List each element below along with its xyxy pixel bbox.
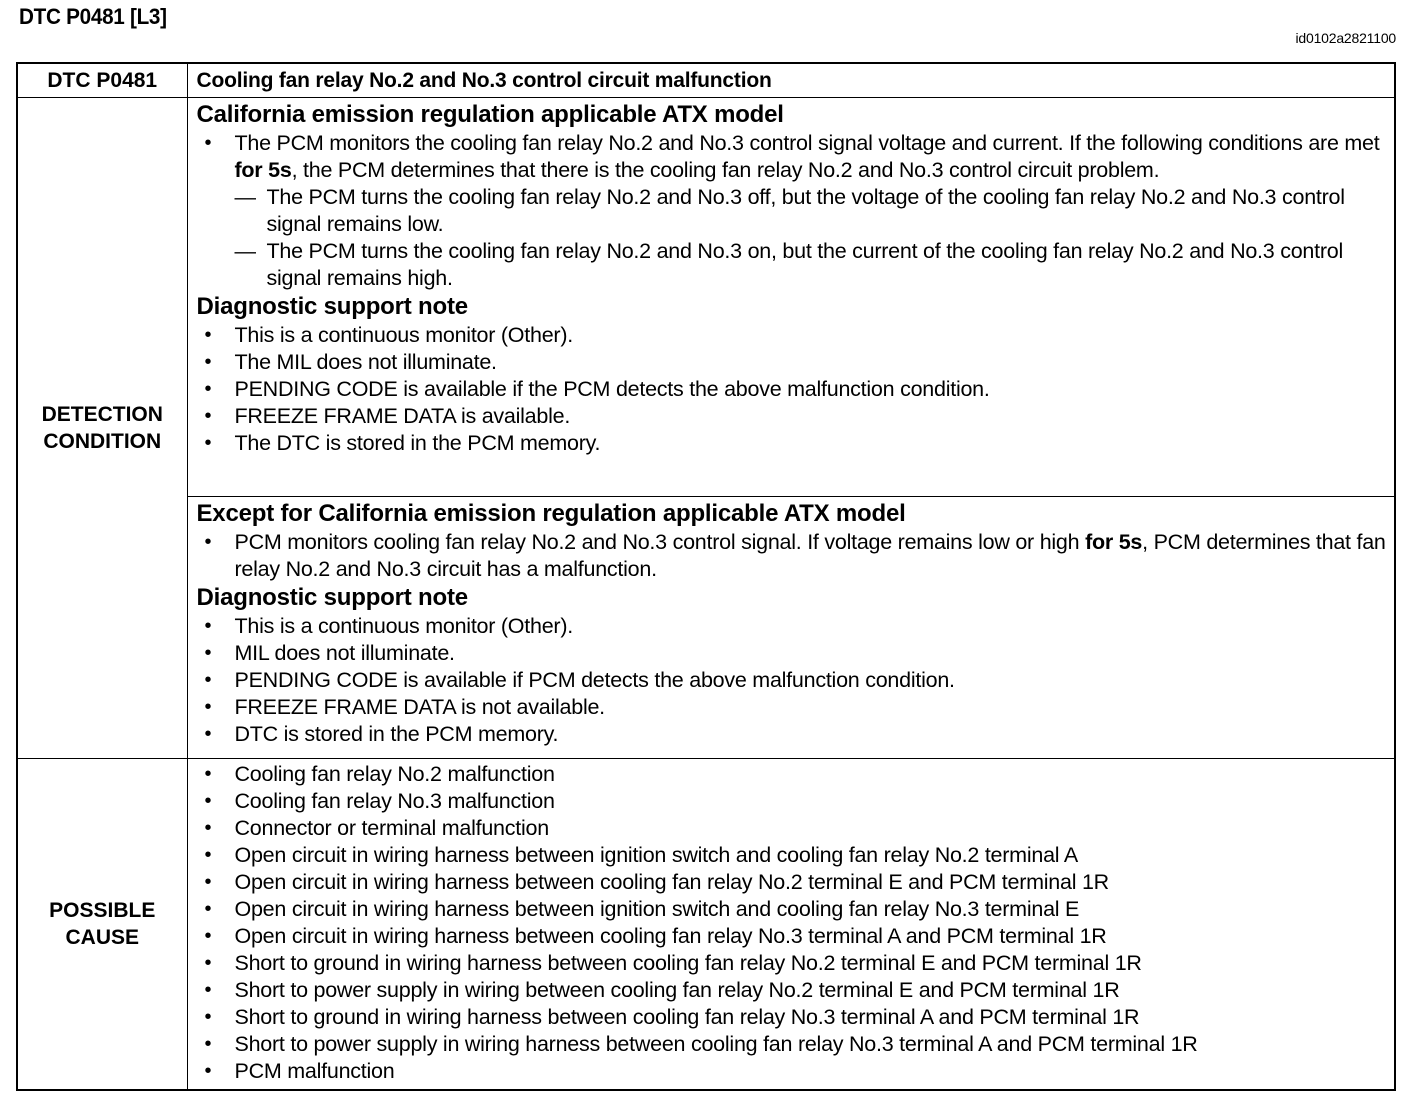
except-california-bullets [197,529,1387,583]
cause-item: • Open circuit in wiring harness between cooling fan relay No.2 terminal E and PCM terminal 1R [197,869,1387,896]
bullet-bold-text: for 5s [234,158,292,182]
california-section [187,98,1395,497]
dash-item: — The PCM turns the cooling fan relay No.2 and No.3 off, but the voltage of the cooling fan relay No.2 and No.3 control signal remains low. [197,184,1387,238]
detection-label-line1: DETECTION [41,403,163,426]
except-california-support-list [197,613,1387,748]
bullet-bold-text: for 5s [1085,530,1143,554]
bullet-text: PCM monitors cooling fan relay No.2 and No.3 control signal. If voltage remains low or high [234,530,1086,554]
cause-item: • Cooling fan relay No.2 malfunction [197,761,1387,788]
cause-item: • PCM malfunction [197,1058,1387,1085]
possible-cause-row [17,759,1395,1091]
california-heading: California emission regulation applicable ATX model [196,101,784,128]
cause-item: • Open circuit in wiring harness between ignition switch and cooling fan relay No.3 terminal E [197,896,1387,923]
possible-cause-list [197,761,1387,1085]
support-item: • FREEZE FRAME DATA is not available. [197,694,1387,721]
cause-item: • Short to ground in wiring harness between cooling fan relay No.3 terminal A and PCM terminal 1R [197,1004,1387,1031]
detection-row-california [17,98,1395,497]
support-item: • The MIL does not illuminate. [197,349,1387,376]
dtc-code-cell: DTC P0481 [17,63,187,98]
document-id: id0102a2821100 [1295,30,1396,46]
detection-condition-label [17,98,187,759]
cause-item: • Connector or terminal malfunction [197,815,1387,842]
california-support-list [197,322,1387,457]
except-california-main-bullet [197,529,1387,583]
cause-item: • Short to power supply in wiring between cooling fan relay No.2 terminal E and PCM terminal 1R [197,977,1387,1004]
page-title: DTC P0481 [L3] [19,4,167,29]
california-dash-list [197,184,1387,292]
support-item: • The DTC is stored in the PCM memory. [197,430,1387,457]
dtc-table [16,62,1396,1091]
except-california-support-heading: Diagnostic support note [196,584,468,611]
support-item: • MIL does not illuminate. [197,640,1387,667]
possible-cause-label [17,759,187,1091]
possible-cause-label-line1: POSSIBLE [49,899,156,922]
support-item: • FREEZE FRAME DATA is available. [197,403,1387,430]
support-item: • This is a continuous monitor (Other). [197,613,1387,640]
except-california-section [187,497,1395,759]
support-item: • DTC is stored in the PCM memory. [197,721,1387,748]
possible-cause-section [187,759,1395,1091]
cause-item: • Open circuit in wiring harness between ignition switch and cooling fan relay No.2 terminal A [197,842,1387,869]
cause-item: • Short to power supply in wiring harness between cooling fan relay No.3 terminal A and PCM terminal 1R [197,1031,1387,1058]
dtc-description-cell: Cooling fan relay No.2 and No.3 control circuit malfunction [187,63,1395,98]
bullet-text: , the PCM determines that there is the cooling fan relay No.2 and No.3 control circuit problem. [291,158,1160,182]
detection-row-except-california [17,497,1395,759]
cause-item: • Short to ground in wiring harness between cooling fan relay No.2 terminal E and PCM terminal 1R [197,950,1387,977]
support-item: • This is a continuous monitor (Other). [197,322,1387,349]
california-main-bullet [197,130,1387,292]
cause-item: • Cooling fan relay No.3 malfunction [197,788,1387,815]
bullet-text: The PCM monitors the cooling fan relay No.2 and No.3 control signal voltage and current. If the following conditions are met [234,131,1380,155]
dash-item: — The PCM turns the cooling fan relay No.2 and No.3 on, but the current of the cooling fan relay No.2 and No.3 control signal remains high. [197,238,1387,292]
support-item: • PENDING CODE is available if PCM detects the above malfunction condition. [197,667,1387,694]
header-row [17,63,1395,98]
support-item: • PENDING CODE is available if the PCM detects the above malfunction condition. [197,376,1387,403]
except-california-heading: Except for California emission regulation applicable ATX model [196,500,906,527]
cause-item: • Open circuit in wiring harness between cooling fan relay No.3 terminal A and PCM terminal 1R [197,923,1387,950]
possible-cause-label-line2: CAUSE [65,926,139,949]
california-support-heading: Diagnostic support note [196,293,468,320]
california-bullets [197,130,1387,292]
bullet-text: , PCM determines that fan relay No.2 and No.3 circuit has a malfunction. [234,530,1386,581]
detection-label-line2: CONDITION [43,430,162,453]
